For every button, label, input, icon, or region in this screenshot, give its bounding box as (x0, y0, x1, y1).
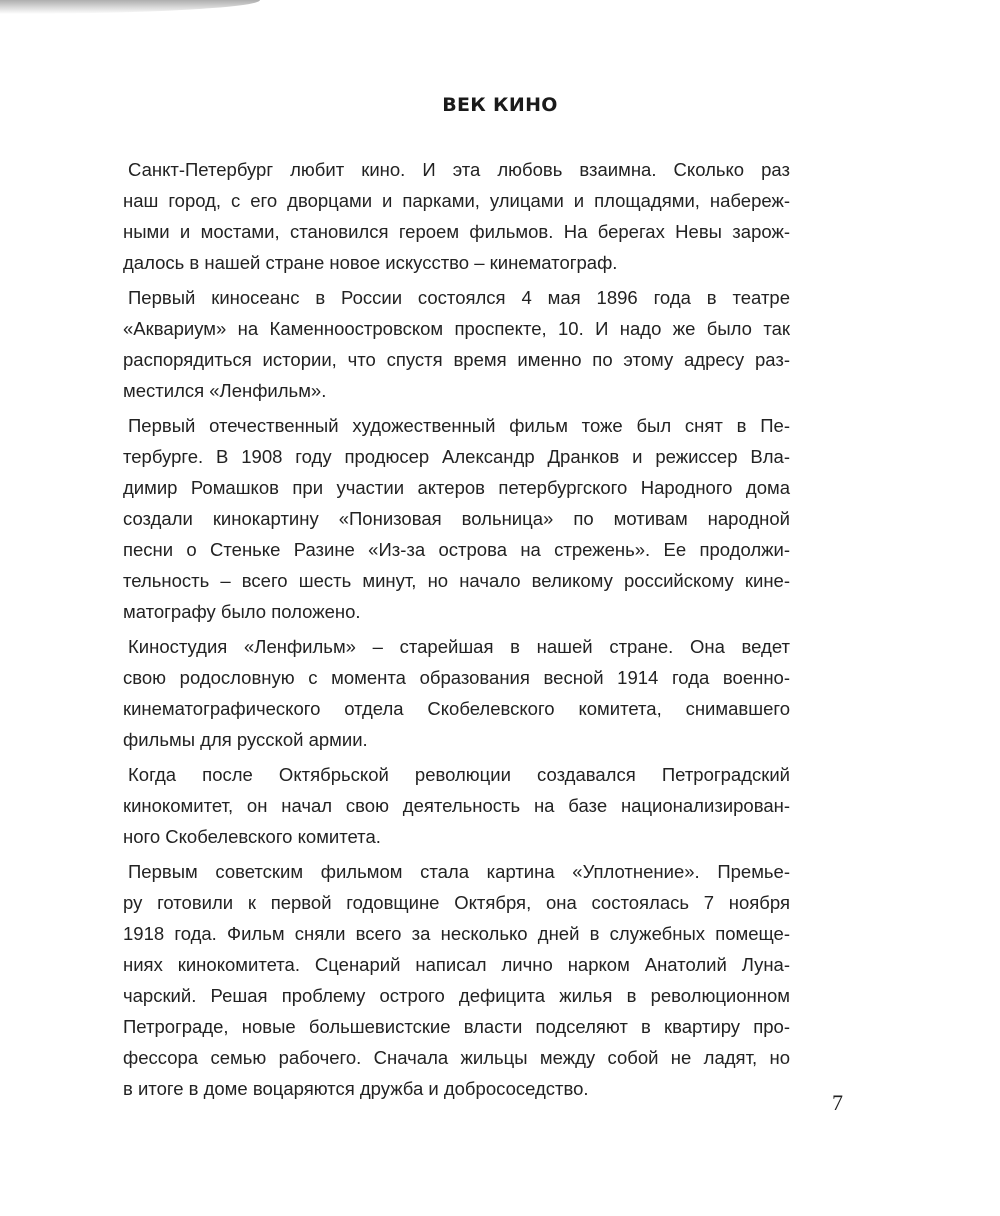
text-line: далось в нашей стране новое искусство – кинематограф. (123, 252, 618, 273)
text-line: Когда после Октябрьской революции создавался Петроградский (128, 764, 790, 785)
text-line: распорядиться истории, что спустя время именно по этому адресу раз- (123, 349, 790, 370)
text-line: свою родословную с момента образования весной 1914 года военно- (123, 667, 790, 688)
article-body (123, 154, 790, 1108)
text-line: ру готовили к первой годовщине Октября, она состоялась 7 ноября (123, 892, 790, 913)
text-line: Санкт-Петербург любит кино. И эта любовь взаимна. Сколько раз (128, 159, 790, 180)
text-line: тербурге. В 1908 году продюсер Александр Дранков и режиссер Вла- (123, 446, 790, 467)
text-line: Первый киносеанс в России состоялся 4 мая 1896 года в театре (128, 287, 790, 308)
text-line: 1918 года. Фильм сняли всего за несколько дней в служебных помеще- (123, 923, 790, 944)
text-line: Киностудия «Ленфильм» – старейшая в нашей стране. Она ведет (128, 636, 790, 657)
page-number: 7 (832, 1090, 843, 1115)
text-line: ниях кинокомитета. Сценарий написал лично нарком Анатолий Луна- (123, 954, 790, 975)
text-line: кинокомитет, он начал свою деятельность на базе национализирован- (123, 795, 790, 816)
text-line: «Аквариум» на Каменноостровском проспекте, 10. И надо же было так (123, 318, 790, 339)
text-line: создали кинокартину «Понизовая вольница» по мотивам народной (123, 508, 790, 529)
text-line: тельность – всего шесть минут, но начало великому российскому кине- (123, 570, 790, 591)
paragraph (123, 410, 790, 627)
text-line: ными и мостами, становился героем фильмов. На берегах Невы зарож- (123, 221, 790, 242)
text-line: ного Скобелевского комитета. (123, 826, 381, 847)
scan-shadow (0, 0, 260, 14)
text-line: наш город, с его дворцами и парками, улицами и площадями, набереж- (123, 190, 790, 211)
paragraph (123, 856, 790, 1104)
text-line: матографу было положено. (123, 601, 361, 622)
paragraph (123, 282, 790, 406)
text-line: чарский. Решая проблему острого дефицита жилья в революционном (123, 985, 790, 1006)
paragraph (123, 759, 790, 852)
text-line: фильмы для русской армии. (123, 729, 368, 750)
text-line: фессора семью рабочего. Сначала жильцы между собой не ладят, но (123, 1047, 790, 1068)
text-line: Первым советским фильмом стала картина «Уплотнение». Премье- (128, 861, 790, 882)
text-line: местился «Ленфильм». (123, 380, 327, 401)
text-line: Первый отечественный художественный фильм тоже был снят в Пе- (128, 415, 790, 436)
text-line: в итоге в доме воцаряются дружба и добрососедство. (123, 1078, 589, 1099)
page-title: ВЕК КИНО (442, 94, 558, 116)
paragraph (123, 154, 790, 278)
paragraph (123, 631, 790, 755)
text-line: Петрограде, новые большевистские власти подселяют в квартиру про- (123, 1016, 790, 1037)
text-line: песни о Стеньке Разине «Из-за острова на стрежень». Ее продолжи- (123, 539, 790, 560)
text-line: кинематографического отдела Скобелевского комитета, снимавшего (123, 698, 790, 719)
text-line: димир Ромашков при участии актеров петербургского Народного дома (123, 477, 790, 498)
